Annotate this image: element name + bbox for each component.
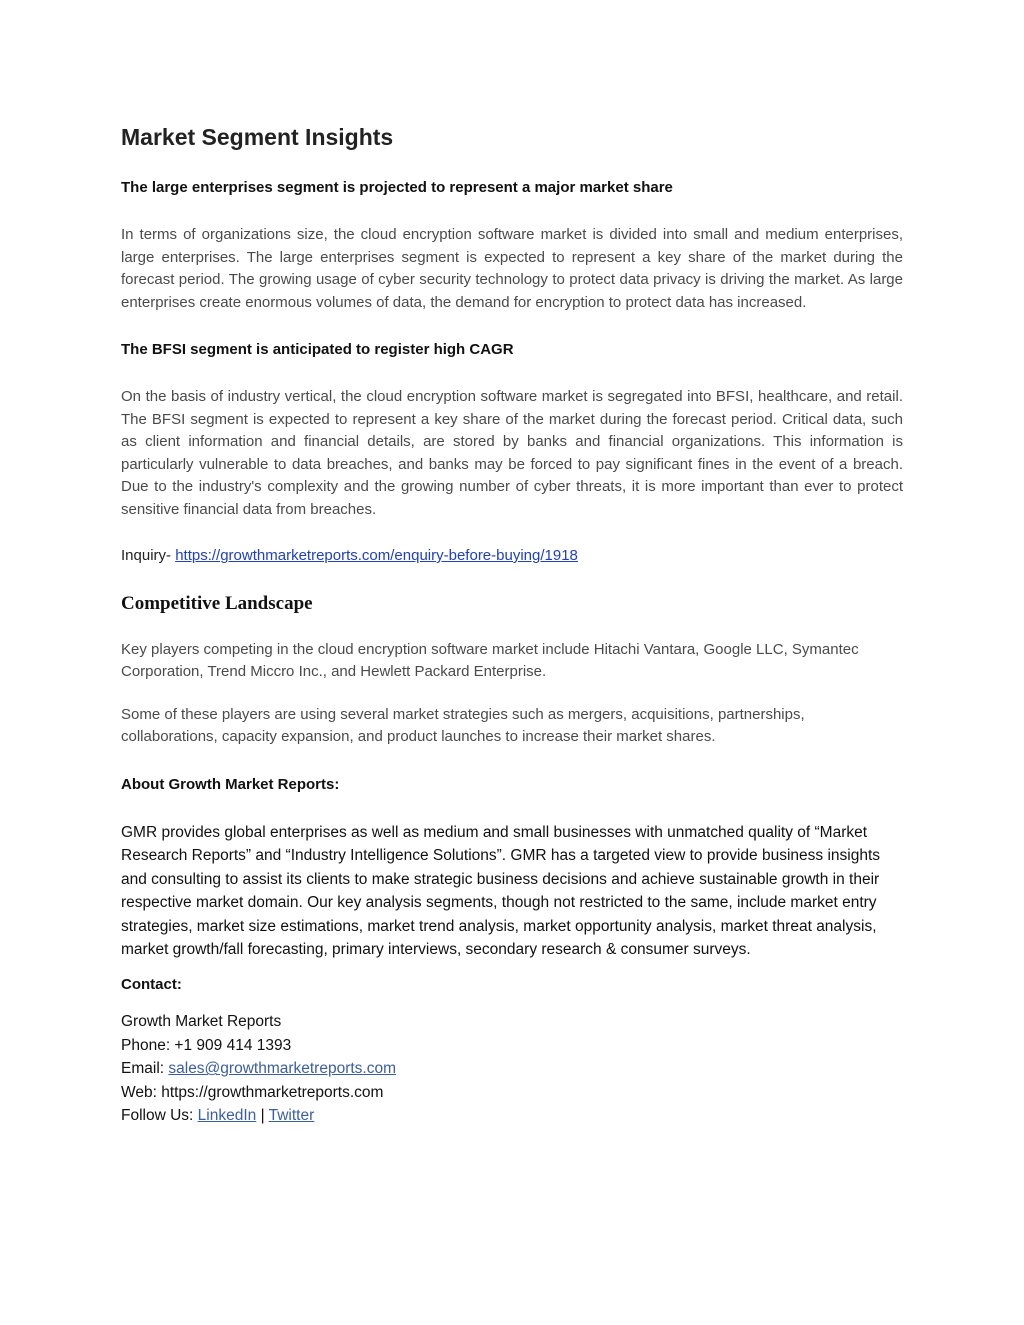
inquiry-line xyxy=(121,545,903,568)
section-large-enterprises-body: In terms of organizations size, the cloud encryption software market is divided into small and medium enterprises, large enterprises. The large enterprises segment is expected to represent a key share of the market during the forecast period. The growing usage of cyber security technology to protect data privacy is driving the market. As large enterprises create enormous volumes of data, the demand for encryption to protect data has increased. xyxy=(121,226,903,311)
contact-follow-line xyxy=(121,1104,903,1128)
contact-company: Growth Market Reports xyxy=(121,1013,282,1031)
contact-phone: Phone: +1 909 414 1393 xyxy=(121,1036,292,1054)
section-bfsi-body: On the basis of industry vertical, the cloud encryption software market is segregated into BFSI, healthcare, and retail. The BFSI segment is expected to represent a key share of the market during the forecast period. Critical data, such as client information and financial details, are stored by banks and financial organizations. This information is particularly vulnerable to data breaches, and banks may be forced to pay significant fines in the event of a breach. Due to the industry's complexity and the growing number of cyber threats, it is more important than ever to protect sensitive financial data from breaches. xyxy=(121,388,903,518)
contact-heading: Contact: xyxy=(121,976,182,994)
contact-email-label: Email: xyxy=(121,1060,169,1078)
contact-email-link[interactable]: sales@growthmarketreports.com xyxy=(168,1060,397,1078)
section-large-enterprises-heading: The large enterprises segment is projected to represent a major market share xyxy=(121,179,673,196)
follow-separator: | xyxy=(256,1107,269,1125)
competitive-para-2: Some of these players are using several market strategies such as mergers, acquisitions, partnerships, collaborations, capacity expansion, and product launches to increase their market shares. xyxy=(121,705,805,745)
inquiry-label: Inquiry- xyxy=(121,547,176,564)
about-heading: About Growth Market Reports: xyxy=(121,775,340,793)
document-content xyxy=(121,118,903,1128)
contact-block xyxy=(121,1010,903,1128)
section-bfsi-heading: The BFSI segment is anticipated to register high CAGR xyxy=(121,341,514,358)
competitive-landscape-heading: Competitive Landscape xyxy=(121,592,313,614)
contact-web: Web: https://growthmarketreports.com xyxy=(121,1083,384,1101)
twitter-link[interactable]: Twitter xyxy=(268,1107,315,1125)
competitive-para-1: Key players competing in the cloud encryption software market include Hitachi Vantara, Google LLC, Symantec Corporation, Trend Miccro Inc., and Hewlett Packard Enterprise. xyxy=(121,640,859,680)
about-body: GMR provides global enterprises as well as medium and small businesses with unmatched quality of “Market Research Reports” and “Industry Intelligence Solutions”. GMR has a targeted view to provide business insights and consulting to assist its clients to make strategic business decisions and achieve sustainable growth in their respective market domain. Our key analysis segments, though not restricted to the same, include market entry strategies, market size estimations, market trend analysis, market opportunity analysis, market threat analysis, market growth/fall forecasting, primary interviews, secondary research & consumer surveys. xyxy=(121,823,881,959)
inquiry-link[interactable]: https://growthmarketreports.com/enquiry-before-buying/1918 xyxy=(175,547,578,564)
linkedin-link[interactable]: LinkedIn xyxy=(197,1107,257,1125)
page-title: Market Segment Insights xyxy=(121,124,394,150)
contact-email-line xyxy=(121,1057,903,1081)
follow-label: Follow Us: xyxy=(121,1107,198,1125)
